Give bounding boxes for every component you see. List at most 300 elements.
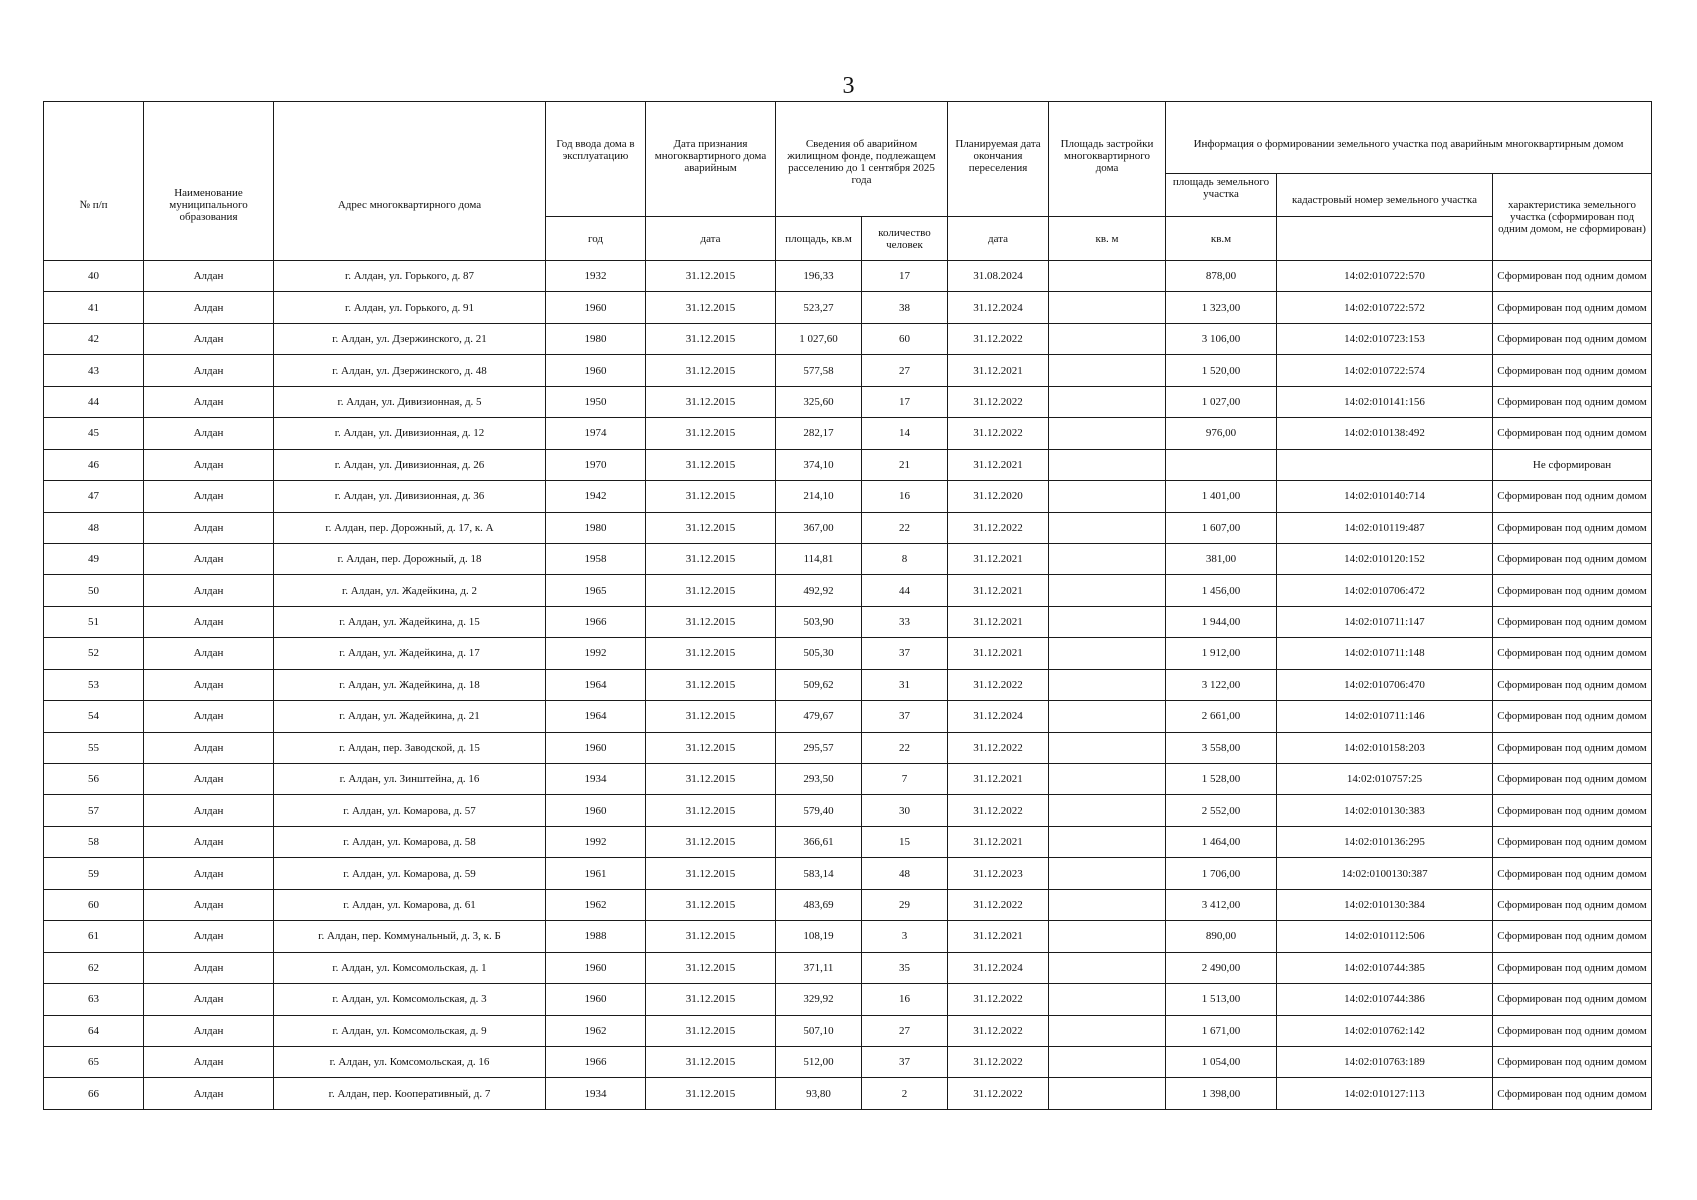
planned-date-cell: 31.12.2020: [948, 481, 1049, 512]
header-unit-kvm2: кв.м: [1166, 217, 1277, 261]
header-year-built: Год ввода дома в эксплуатацию: [546, 102, 646, 217]
recognition-date-cell: 31.12.2015: [646, 1078, 776, 1109]
planned-date-cell: 31.12.2021: [948, 826, 1049, 857]
table-row: [44, 826, 1652, 857]
cadastral-number-cell: 14:02:010138:492: [1277, 418, 1493, 449]
municipality-cell: Алдан: [144, 606, 274, 637]
land-area-cell: 3 122,00: [1166, 669, 1277, 700]
cadastral-number-cell: 14:02:010140:714: [1277, 481, 1493, 512]
area-cell: 295,57: [776, 732, 862, 763]
people-cell: 27: [862, 355, 948, 386]
address-cell: г. Алдан, ул. Комсомольская, д. 3: [274, 984, 546, 1015]
year-cell: 1958: [546, 543, 646, 574]
year-cell: 1934: [546, 1078, 646, 1109]
header-unit-date2: дата: [948, 217, 1049, 261]
row-number: 59: [44, 858, 144, 889]
land-area-cell: 1 401,00: [1166, 481, 1277, 512]
year-cell: 1964: [546, 669, 646, 700]
header-unit-date: дата: [646, 217, 776, 261]
built-area-cell: [1049, 921, 1166, 952]
year-cell: 1961: [546, 858, 646, 889]
table-row: [44, 323, 1652, 354]
municipality-cell: Алдан: [144, 889, 274, 920]
year-cell: 1962: [546, 889, 646, 920]
people-cell: 14: [862, 418, 948, 449]
year-cell: 1962: [546, 1015, 646, 1046]
row-number: 48: [44, 512, 144, 543]
land-characteristic-cell: Сформирован под одним домом: [1493, 1046, 1652, 1077]
planned-date-cell: 31.12.2021: [948, 638, 1049, 669]
address-cell: г. Алдан, пер. Кооперативный, д. 7: [274, 1078, 546, 1109]
planned-date-cell: 31.12.2024: [948, 701, 1049, 732]
row-number: 61: [44, 921, 144, 952]
municipality-cell: Алдан: [144, 952, 274, 983]
municipality-cell: Алдан: [144, 481, 274, 512]
recognition-date-cell: 31.12.2015: [646, 418, 776, 449]
table-row: [44, 512, 1652, 543]
area-cell: 523,27: [776, 292, 862, 323]
built-area-cell: [1049, 418, 1166, 449]
recognition-date-cell: 31.12.2015: [646, 732, 776, 763]
land-characteristic-cell: Сформирован под одним домом: [1493, 418, 1652, 449]
cadastral-number-cell: 14:02:010130:383: [1277, 795, 1493, 826]
area-cell: 507,10: [776, 1015, 862, 1046]
year-cell: 1960: [546, 732, 646, 763]
municipality-cell: Алдан: [144, 984, 274, 1015]
cadastral-number-cell: [1277, 449, 1493, 480]
year-cell: 1970: [546, 449, 646, 480]
land-characteristic-cell: Сформирован под одним домом: [1493, 921, 1652, 952]
built-area-cell: [1049, 858, 1166, 889]
people-cell: 38: [862, 292, 948, 323]
planned-date-cell: 31.12.2024: [948, 952, 1049, 983]
land-area-cell: 2 661,00: [1166, 701, 1277, 732]
people-cell: 37: [862, 701, 948, 732]
cadastral-number-cell: 14:02:010762:142: [1277, 1015, 1493, 1046]
header-unit-area: площадь, кв.м: [776, 217, 862, 261]
recognition-date-cell: 31.12.2015: [646, 449, 776, 480]
land-area-cell: 1 323,00: [1166, 292, 1277, 323]
land-area-cell: 878,00: [1166, 261, 1277, 292]
area-cell: 196,33: [776, 261, 862, 292]
land-area-cell: 1 456,00: [1166, 575, 1277, 606]
land-characteristic-cell: Сформирован под одним домом: [1493, 323, 1652, 354]
header-land-area: площадь земельного участка: [1166, 174, 1277, 217]
planned-date-cell: 31.12.2022: [948, 984, 1049, 1015]
people-cell: 29: [862, 889, 948, 920]
area-cell: 282,17: [776, 418, 862, 449]
land-characteristic-cell: Сформирован под одним домом: [1493, 858, 1652, 889]
planned-date-cell: 31.12.2021: [948, 764, 1049, 795]
address-cell: г. Алдан, пер. Дорожный, д. 17, к. А: [274, 512, 546, 543]
header-cadastral: кадастровый номер земельного участка: [1277, 174, 1493, 217]
area-cell: 325,60: [776, 386, 862, 417]
table-row: [44, 669, 1652, 700]
row-number: 40: [44, 261, 144, 292]
cadastral-number-cell: 14:02:010141:156: [1277, 386, 1493, 417]
recognition-date-cell: 31.12.2015: [646, 952, 776, 983]
area-cell: 108,19: [776, 921, 862, 952]
address-cell: г. Алдан, ул. Комарова, д. 58: [274, 826, 546, 857]
land-area-cell: 1 706,00: [1166, 858, 1277, 889]
planned-date-cell: 31.12.2022: [948, 386, 1049, 417]
year-cell: 1960: [546, 795, 646, 826]
cadastral-number-cell: 14:02:010711:146: [1277, 701, 1493, 732]
cadastral-number-cell: 14:02:010112:506: [1277, 921, 1493, 952]
table-row: [44, 732, 1652, 763]
land-characteristic-cell: Сформирован под одним домом: [1493, 512, 1652, 543]
year-cell: 1964: [546, 701, 646, 732]
row-number: 50: [44, 575, 144, 606]
people-cell: 60: [862, 323, 948, 354]
planned-date-cell: 31.12.2022: [948, 669, 1049, 700]
address-cell: г. Алдан, ул. Жадейкина, д. 2: [274, 575, 546, 606]
address-cell: г. Алдан, ул. Жадейкина, д. 17: [274, 638, 546, 669]
cadastral-number-cell: 14:02:010722:572: [1277, 292, 1493, 323]
header-built-area: Площадь застройки многоквартирного дома: [1049, 102, 1166, 217]
cadastral-number-cell: 14:02:010706:470: [1277, 669, 1493, 700]
area-cell: 512,00: [776, 1046, 862, 1077]
land-characteristic-cell: Сформирован под одним домом: [1493, 1015, 1652, 1046]
planned-date-cell: 31.08.2024: [948, 261, 1049, 292]
year-cell: 1960: [546, 984, 646, 1015]
planned-date-cell: 31.12.2022: [948, 512, 1049, 543]
land-area-cell: 890,00: [1166, 921, 1277, 952]
table-row: [44, 1046, 1652, 1077]
planned-date-cell: 31.12.2024: [948, 292, 1049, 323]
table-row: [44, 418, 1652, 449]
built-area-cell: [1049, 323, 1166, 354]
address-cell: г. Алдан, ул. Комарова, д. 57: [274, 795, 546, 826]
cadastral-number-cell: 14:02:010723:153: [1277, 323, 1493, 354]
planned-date-cell: 31.12.2021: [948, 543, 1049, 574]
planned-date-cell: 31.12.2022: [948, 1078, 1049, 1109]
address-cell: г. Алдан, ул. Дивизионная, д. 5: [274, 386, 546, 417]
people-cell: 44: [862, 575, 948, 606]
table-row: [44, 292, 1652, 323]
cadastral-number-cell: 14:02:010119:487: [1277, 512, 1493, 543]
planned-date-cell: 31.12.2021: [948, 921, 1049, 952]
municipality-cell: Алдан: [144, 418, 274, 449]
address-cell: г. Алдан, пер. Дорожный, д. 18: [274, 543, 546, 574]
municipality-cell: Алдан: [144, 732, 274, 763]
header-planned-date: Планируемая дата окончания переселения: [948, 102, 1049, 217]
table-row: [44, 795, 1652, 826]
built-area-cell: [1049, 669, 1166, 700]
row-number: 62: [44, 952, 144, 983]
header-cadastral-blank: [1277, 217, 1493, 261]
row-number: 53: [44, 669, 144, 700]
municipality-cell: Алдан: [144, 449, 274, 480]
area-cell: 579,40: [776, 795, 862, 826]
people-cell: 2: [862, 1078, 948, 1109]
planned-date-cell: 31.12.2023: [948, 858, 1049, 889]
land-area-cell: 1 528,00: [1166, 764, 1277, 795]
land-area-cell: 1 464,00: [1166, 826, 1277, 857]
recognition-date-cell: 31.12.2015: [646, 606, 776, 637]
area-cell: 293,50: [776, 764, 862, 795]
cadastral-number-cell: 14:02:010130:384: [1277, 889, 1493, 920]
table-row: [44, 355, 1652, 386]
land-area-cell: 1 520,00: [1166, 355, 1277, 386]
row-number: 54: [44, 701, 144, 732]
table-row: [44, 858, 1652, 889]
land-area-cell: 1 607,00: [1166, 512, 1277, 543]
built-area-cell: [1049, 701, 1166, 732]
table-row: [44, 543, 1652, 574]
table-row: [44, 449, 1652, 480]
area-cell: 492,92: [776, 575, 862, 606]
land-area-cell: 381,00: [1166, 543, 1277, 574]
row-number: 56: [44, 764, 144, 795]
year-cell: 1966: [546, 1046, 646, 1077]
recognition-date-cell: 31.12.2015: [646, 764, 776, 795]
built-area-cell: [1049, 1046, 1166, 1077]
row-number: 63: [44, 984, 144, 1015]
built-area-cell: [1049, 292, 1166, 323]
planned-date-cell: 31.12.2021: [948, 606, 1049, 637]
row-number: 46: [44, 449, 144, 480]
header-address: Адрес многоквартирного дома: [274, 102, 546, 261]
row-number: 57: [44, 795, 144, 826]
table-row: [44, 952, 1652, 983]
row-number: 44: [44, 386, 144, 417]
year-cell: 1934: [546, 764, 646, 795]
built-area-cell: [1049, 984, 1166, 1015]
recognition-date-cell: 31.12.2015: [646, 921, 776, 952]
row-number: 66: [44, 1078, 144, 1109]
address-cell: г. Алдан, пер. Заводской, д. 15: [274, 732, 546, 763]
area-cell: 505,30: [776, 638, 862, 669]
cadastral-number-cell: 14:02:010136:295: [1277, 826, 1493, 857]
row-number: 60: [44, 889, 144, 920]
people-cell: 30: [862, 795, 948, 826]
year-cell: 1960: [546, 952, 646, 983]
people-cell: 48: [862, 858, 948, 889]
built-area-cell: [1049, 481, 1166, 512]
recognition-date-cell: 31.12.2015: [646, 355, 776, 386]
built-area-cell: [1049, 889, 1166, 920]
year-cell: 1992: [546, 826, 646, 857]
address-cell: г. Алдан, ул. Жадейкина, д. 15: [274, 606, 546, 637]
people-cell: 37: [862, 638, 948, 669]
address-cell: г. Алдан, ул. Комсомольская, д. 1: [274, 952, 546, 983]
area-cell: 583,14: [776, 858, 862, 889]
year-cell: 1974: [546, 418, 646, 449]
year-cell: 1980: [546, 512, 646, 543]
recognition-date-cell: 31.12.2015: [646, 543, 776, 574]
built-area-cell: [1049, 543, 1166, 574]
land-area-cell: 1 944,00: [1166, 606, 1277, 637]
land-area-cell: [1166, 449, 1277, 480]
cadastral-number-cell: 14:02:010127:113: [1277, 1078, 1493, 1109]
built-area-cell: [1049, 355, 1166, 386]
area-cell: 114,81: [776, 543, 862, 574]
municipality-cell: Алдан: [144, 858, 274, 889]
municipality-cell: Алдан: [144, 921, 274, 952]
header-unit-year: год: [546, 217, 646, 261]
table-row: [44, 638, 1652, 669]
land-characteristic-cell: Сформирован под одним домом: [1493, 292, 1652, 323]
built-area-cell: [1049, 826, 1166, 857]
header-land-char: характеристика земельного участка (сформирован под одним домом, не сформирован): [1493, 174, 1652, 261]
built-area-cell: [1049, 575, 1166, 606]
built-area-cell: [1049, 1015, 1166, 1046]
area-cell: 374,10: [776, 449, 862, 480]
header-no: № п/п: [44, 102, 144, 261]
row-number: 42: [44, 323, 144, 354]
people-cell: 31: [862, 669, 948, 700]
land-characteristic-cell: Сформирован под одним домом: [1493, 952, 1652, 983]
municipality-cell: Алдан: [144, 764, 274, 795]
land-characteristic-cell: Сформирован под одним домом: [1493, 543, 1652, 574]
people-cell: 8: [862, 543, 948, 574]
land-area-cell: 1 398,00: [1166, 1078, 1277, 1109]
planned-date-cell: 31.12.2022: [948, 1046, 1049, 1077]
built-area-cell: [1049, 606, 1166, 637]
recognition-date-cell: 31.12.2015: [646, 984, 776, 1015]
built-area-cell: [1049, 638, 1166, 669]
land-characteristic-cell: Сформирован под одним домом: [1493, 889, 1652, 920]
land-area-cell: 3 412,00: [1166, 889, 1277, 920]
table-row: [44, 984, 1652, 1015]
header-date-recognized: Дата признания многоквартирного дома аварийным: [646, 102, 776, 217]
land-characteristic-cell: Сформирован под одним домом: [1493, 984, 1652, 1015]
recognition-date-cell: 31.12.2015: [646, 701, 776, 732]
table-row: [44, 889, 1652, 920]
year-cell: 1942: [546, 481, 646, 512]
people-cell: 7: [862, 764, 948, 795]
address-cell: г. Алдан, ул. Дивизионная, д. 36: [274, 481, 546, 512]
built-area-cell: [1049, 449, 1166, 480]
header-emergency-info: Сведения об аварийном жилищном фонде, подлежащем расселению до 1 сентября 2025 года: [776, 102, 948, 217]
address-cell: г. Алдан, ул. Жадейкина, д. 18: [274, 669, 546, 700]
table-row: [44, 386, 1652, 417]
land-characteristic-cell: Сформирован под одним домом: [1493, 795, 1652, 826]
area-cell: 483,69: [776, 889, 862, 920]
recognition-date-cell: 31.12.2015: [646, 1015, 776, 1046]
built-area-cell: [1049, 261, 1166, 292]
land-characteristic-cell: Не сформирован: [1493, 449, 1652, 480]
cadastral-number-cell: 14:02:010763:189: [1277, 1046, 1493, 1077]
row-number: 58: [44, 826, 144, 857]
people-cell: 35: [862, 952, 948, 983]
municipality-cell: Алдан: [144, 638, 274, 669]
row-number: 49: [44, 543, 144, 574]
planned-date-cell: 31.12.2021: [948, 355, 1049, 386]
row-number: 64: [44, 1015, 144, 1046]
cadastral-number-cell: 14:02:010158:203: [1277, 732, 1493, 763]
table-row: [44, 764, 1652, 795]
recognition-date-cell: 31.12.2015: [646, 858, 776, 889]
year-cell: 1932: [546, 261, 646, 292]
land-characteristic-cell: Сформирован под одним домом: [1493, 386, 1652, 417]
row-number: 51: [44, 606, 144, 637]
address-cell: г. Алдан, ул. Горького, д. 87: [274, 261, 546, 292]
recognition-date-cell: 31.12.2015: [646, 292, 776, 323]
municipality-cell: Алдан: [144, 826, 274, 857]
land-area-cell: 1 912,00: [1166, 638, 1277, 669]
year-cell: 1960: [546, 355, 646, 386]
people-cell: 17: [862, 261, 948, 292]
year-cell: 1966: [546, 606, 646, 637]
people-cell: 33: [862, 606, 948, 637]
people-cell: 22: [862, 512, 948, 543]
row-number: 47: [44, 481, 144, 512]
land-characteristic-cell: Сформирован под одним домом: [1493, 261, 1652, 292]
land-characteristic-cell: Сформирован под одним домом: [1493, 575, 1652, 606]
planned-date-cell: 31.12.2022: [948, 418, 1049, 449]
recognition-date-cell: 31.12.2015: [646, 795, 776, 826]
recognition-date-cell: 31.12.2015: [646, 261, 776, 292]
address-cell: г. Алдан, ул. Комарова, д. 61: [274, 889, 546, 920]
address-cell: г. Алдан, ул. Комсомольская, д. 9: [274, 1015, 546, 1046]
land-area-cell: 2 552,00: [1166, 795, 1277, 826]
area-cell: 479,67: [776, 701, 862, 732]
cadastral-number-cell: 14:02:010120:152: [1277, 543, 1493, 574]
people-cell: 16: [862, 984, 948, 1015]
year-cell: 1980: [546, 323, 646, 354]
cadastral-number-cell: 14:02:010744:386: [1277, 984, 1493, 1015]
address-cell: г. Алдан, ул. Дивизионная, д. 12: [274, 418, 546, 449]
municipality-cell: Алдан: [144, 292, 274, 323]
municipality-cell: Алдан: [144, 261, 274, 292]
row-number: 41: [44, 292, 144, 323]
address-cell: г. Алдан, ул. Зинштейна, д. 16: [274, 764, 546, 795]
cadastral-number-cell: 14:02:0100130:387: [1277, 858, 1493, 889]
year-cell: 1988: [546, 921, 646, 952]
municipality-cell: Алдан: [144, 386, 274, 417]
built-area-cell: [1049, 732, 1166, 763]
people-cell: 15: [862, 826, 948, 857]
area-cell: 214,10: [776, 481, 862, 512]
table-row: [44, 481, 1652, 512]
municipality-cell: Алдан: [144, 323, 274, 354]
table-row: [44, 606, 1652, 637]
address-cell: г. Алдан, ул. Жадейкина, д. 21: [274, 701, 546, 732]
municipality-cell: Алдан: [144, 1046, 274, 1077]
land-characteristic-cell: Сформирован под одним домом: [1493, 638, 1652, 669]
area-cell: 371,11: [776, 952, 862, 983]
header-unit-people: количество человек: [862, 217, 948, 261]
area-cell: 503,90: [776, 606, 862, 637]
land-area-cell: 976,00: [1166, 418, 1277, 449]
land-characteristic-cell: Сформирован под одним домом: [1493, 481, 1652, 512]
land-characteristic-cell: Сформирован под одним домом: [1493, 732, 1652, 763]
land-characteristic-cell: Сформирован под одним домом: [1493, 606, 1652, 637]
municipality-cell: Алдан: [144, 701, 274, 732]
table-row: [44, 921, 1652, 952]
row-number: 45: [44, 418, 144, 449]
area-cell: 1 027,60: [776, 323, 862, 354]
planned-date-cell: 31.12.2021: [948, 575, 1049, 606]
land-characteristic-cell: Сформирован под одним домом: [1493, 701, 1652, 732]
year-cell: 1960: [546, 292, 646, 323]
row-number: 55: [44, 732, 144, 763]
municipality-cell: Алдан: [144, 795, 274, 826]
municipality-cell: Алдан: [144, 512, 274, 543]
row-number: 65: [44, 1046, 144, 1077]
recognition-date-cell: 31.12.2015: [646, 323, 776, 354]
cadastral-number-cell: 14:02:010744:385: [1277, 952, 1493, 983]
land-area-cell: 1 054,00: [1166, 1046, 1277, 1077]
area-cell: 367,00: [776, 512, 862, 543]
area-cell: 93,80: [776, 1078, 862, 1109]
recognition-date-cell: 31.12.2015: [646, 638, 776, 669]
built-area-cell: [1049, 764, 1166, 795]
built-area-cell: [1049, 795, 1166, 826]
area-cell: 329,92: [776, 984, 862, 1015]
